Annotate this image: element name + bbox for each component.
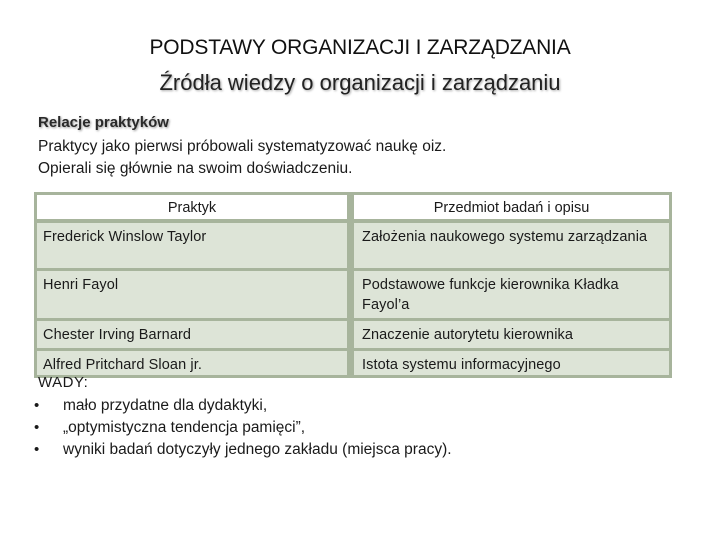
cell-practitioner: Chester Irving Barnard <box>37 321 347 348</box>
header-subject: Przedmiot badań i opisu <box>354 195 669 219</box>
bullet-icon: • <box>34 397 40 414</box>
intro-text <box>38 136 698 180</box>
drawbacks-list <box>30 395 710 461</box>
bullet-icon: • <box>34 441 40 458</box>
slide-title: PODSTAWY ORGANIZACJI I ZARZĄDZANIA <box>149 36 571 59</box>
table-row <box>34 220 672 268</box>
drawbacks-heading: WADY: <box>38 374 89 391</box>
table-row <box>34 348 672 378</box>
list-item <box>30 395 710 417</box>
list-item <box>30 439 710 461</box>
list-item-text: mało przydatne dla dydaktyki, <box>63 397 268 414</box>
cell-subject: Istota systemu informacyjnego <box>354 351 669 375</box>
cell-subject: Znaczenie autorytetu kierownika <box>354 321 669 348</box>
bullet-icon: • <box>34 419 40 436</box>
intro-line-1: Praktycy jako pierwsi próbowali systematyzować naukę oiz. <box>38 138 447 155</box>
section-heading: Relacje praktyków <box>38 114 169 131</box>
table-header-row <box>34 192 672 220</box>
header-practitioner: Praktyk <box>37 195 347 219</box>
slide-subtitle: Źródła wiedzy o organizacji i zarządzaniu <box>159 70 561 95</box>
table-row <box>34 268 672 318</box>
intro-line-2: Opierali się głównie na swoim doświadczeniu. <box>38 160 353 177</box>
cell-practitioner: Henri Fayol <box>37 271 347 318</box>
list-item <box>30 417 710 439</box>
list-item-text: wyniki badań dotyczyły jednego zakładu (miejsca pracy). <box>63 441 452 458</box>
practitioners-table <box>34 192 672 378</box>
cell-subject: Podstawowe funkcje kierownika Kładka Fayol’a <box>354 271 669 318</box>
cell-practitioner: Alfred Pritchard Sloan jr. <box>37 351 347 375</box>
cell-practitioner: Frederick Winslow Taylor <box>37 223 347 268</box>
list-item-text: „optymistyczna tendencja pamięci”, <box>63 419 306 436</box>
cell-subject: Założenia naukowego systemu zarządzania <box>354 223 669 268</box>
table-row <box>34 318 672 348</box>
